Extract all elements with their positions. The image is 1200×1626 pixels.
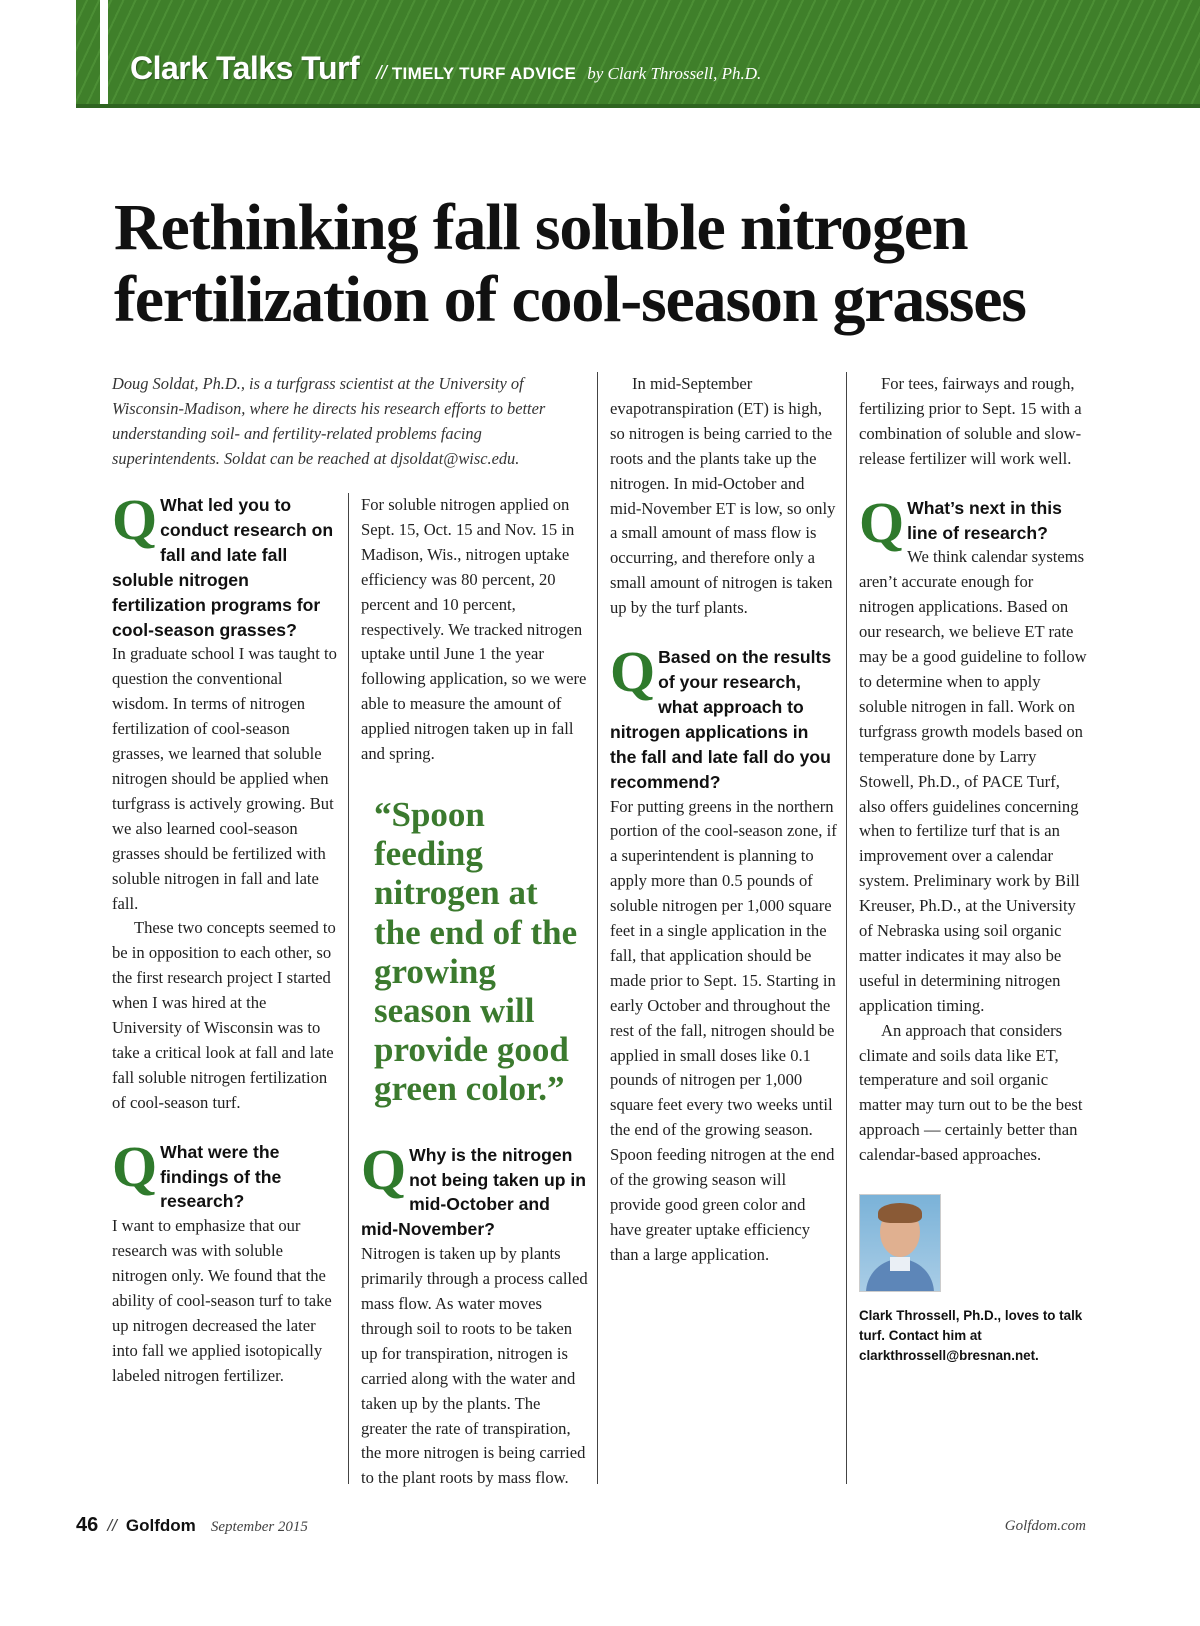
header-accent-stripe: [100, 0, 108, 104]
answer-paragraph: In graduate school I was taught to question the conventional wisdom. In terms of nitrogen fertilization of cool-season grasses, we learned that soluble nitrogen should be applied when turfgrass is actively growing. But we also learned cool-season grasses should be fertilized with soluble nitrogen in fall and late fall.: [112, 644, 337, 913]
question-heading: [610, 639, 838, 794]
answer-paragraph: We think calendar systems aren’t accurate enough for nitrogen applications. Based on our research, we believe ET rate may be a good guideline to follow to determine when to apply soluble nitrogen in fall. Work on turfgrass growth models based on temperature done by Larry Stowell, Ph.D., of PACE Turf, also offers guidelines concerning when to fertilize turf that is an improvement over a calendar system. Preliminary work by Bill Kreuser, Ph.D., at the University of Nebraska using soil organic matter indicates it may also be useful in determining nitrogen application timing.: [859, 547, 1087, 1015]
column-title: Clark Talks Turf: [130, 50, 360, 86]
header-subtitle: TIMELY TURF ADVICE: [391, 64, 577, 83]
question-heading: [112, 1133, 340, 1215]
footer-separator: //: [107, 1516, 117, 1535]
question-heading: [361, 1136, 589, 1243]
answer-paragraph: In mid-September evapotranspiration (ET) is high, so nitrogen is being carried to the roots and the plants take up the nitrogen. In mid-October and mid-November ET is low, so only a small amount of mass flow is occurring, and therefore only a small amount of nitrogen is taken up by the turf plants.: [610, 374, 836, 618]
page-number: 46: [76, 1514, 99, 1536]
question-text: What’s next in this line of research?: [907, 497, 1062, 543]
answer-paragraph: These two concepts seemed to be in opposition to each other, so the first research project I started when I was hired at the University of Wisconsin was to take a critical look at fall and late fall soluble nitrogen fertilization of cool-season turf.: [112, 918, 336, 1112]
author-intro: Doug Soldat, Ph.D., is a turfgrass scientist at the University of Wisconsin-Madison, where he directs his research efforts to better understanding soil- and fertility-related problems facing superintendents. Soldat can be reached at djsoldat@wisc.edu.: [112, 374, 546, 468]
question-drop-cap: Q: [859, 489, 905, 555]
column-divider: [846, 372, 847, 1484]
answer-paragraph: An approach that considers climate and soils data like ET, temperature and soil organic matter may turn out to be the best approach — certainly better than calendar-based approaches.: [859, 1020, 1083, 1165]
question-text: Why is the nitrogen not being taken up in mid-October and mid-November?: [361, 1144, 587, 1240]
author-caption: Clark Throssell, Ph.D., loves to talk turf. Contact him at clarkthrossell@bresnan.net.: [859, 1308, 1083, 1363]
question-text: Based on the results of your research, what approach to nitrogen applications in the fall and late fall do you recommend?: [610, 647, 832, 792]
answer-paragraph: For tees, fairways and rough, fertilizing prior to Sept. 15 with a combination of soluble and slow-release fertilizer will work well.: [859, 374, 1082, 468]
article-column-4: [859, 372, 1087, 1365]
article-headline: Rethinking fall soluble nitrogen fertilization of cool-season grasses: [114, 191, 1026, 336]
answer-paragraph: Nitrogen is taken up by plants primarily through a process called mass flow. As water moves through soil to roots to be taken up for transpiration, nitrogen is carried along with the water and taken up by the plants. The greater the rate of transpiration, the more nitrogen is being carried to the plant roots by mass flow.: [361, 1244, 588, 1488]
column-header: [130, 50, 761, 87]
column-divider: [597, 372, 598, 1484]
question-drop-cap: Q: [112, 487, 158, 552]
question-heading: [112, 487, 340, 642]
question-text: What led you to conduct research on fall and late fall soluble nitrogen fertilization programs for cool-season grasses?: [112, 495, 334, 640]
question-text: What were the findings of the research?: [160, 1141, 282, 1212]
publication-name: Golfdom: [125, 1516, 196, 1535]
pull-quote: “Spoon feeding nitrogen at the end of the growing season will provide good green color.”: [374, 794, 578, 1109]
article-column-1: [112, 487, 340, 1389]
article-column-3: [610, 372, 838, 1268]
question-drop-cap: Q: [361, 1136, 407, 1202]
answer-paragraph: For soluble nitrogen applied on Sept. 15, Oct. 15 and Nov. 15 in Madison, Wis., nitrogen uptake efficiency was 80 percent, 20 percent and 10 percent, respectively. We tracked nitrogen uptake until June 1 the year following application, so we were able to measure the amount of applied nitrogen taken up in fall and spring.: [361, 495, 587, 764]
column-divider: [348, 493, 349, 1484]
author-photo: [859, 1194, 941, 1292]
answer-paragraph: I want to emphasize that our research was with soluble nitrogen only. We found that the ability of cool-season turf to take up nitrogen decreased the later into fall we applied isotopically labeled nitrogen fertilizer.: [112, 1216, 332, 1385]
page-footer: [76, 1514, 1086, 1537]
question-heading: [859, 489, 1087, 555]
issue-date: September 2015: [210, 1519, 308, 1535]
article-column-2: [361, 493, 589, 1491]
question-drop-cap: Q: [610, 639, 656, 705]
question-drop-cap: Q: [112, 1133, 158, 1199]
answer-paragraph: For putting greens in the northern portion of the cool-season zone, if a superintendent is planning to apply more than 0.5 pounds of soluble nitrogen per 1,000 square feet in a single application in the fall, that application should be made prior to Sept. 15. Starting in early October and throughout the rest of the fall, nitrogen should be applied in small doses like 0.1 pounds of nitrogen per 1,000 square feet every two weeks until the end of the growing season. Spoon feeding nitrogen at the end of the growing season will provide good green color and have greater uptake efficiency than a large application.: [610, 796, 837, 1264]
publication-website: Golfdom.com: [1004, 1518, 1086, 1534]
header-separator: //: [376, 63, 387, 84]
header-byline: by Clark Throssell, Ph.D.: [587, 64, 762, 83]
